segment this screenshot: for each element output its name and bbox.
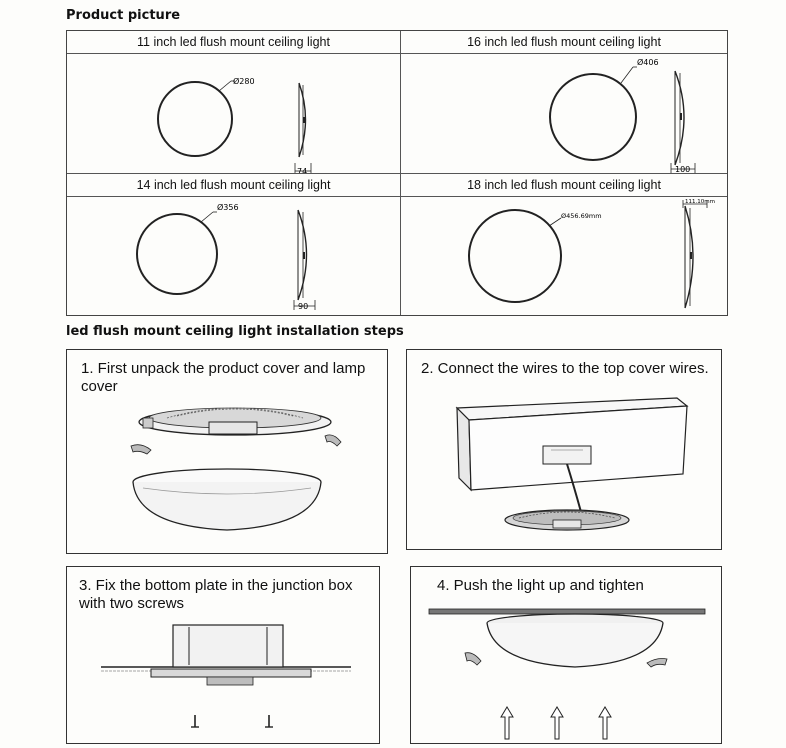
side-view-profile xyxy=(675,71,684,165)
product-drawing xyxy=(401,196,726,314)
wiring-illustration xyxy=(407,350,721,549)
step-1-text: 1. First unpack the product cover and lamp cover xyxy=(81,360,366,395)
push-up-illustration xyxy=(411,567,721,743)
product-caption: 18 inch led flush mount ceiling light xyxy=(401,174,727,197)
product-cell-18-inch xyxy=(401,174,727,315)
product-picture-table xyxy=(66,30,728,316)
diameter-leader xyxy=(621,67,633,83)
product-caption: 14 inch led flush mount ceiling light xyxy=(67,174,400,197)
step-2-panel xyxy=(406,349,722,550)
arrow-up-icon xyxy=(551,707,563,739)
product-cell-14-inch xyxy=(67,174,401,315)
diameter-label: Ø456.69mm xyxy=(561,212,602,220)
height-label: 90 xyxy=(298,302,309,311)
front-view-ring xyxy=(158,82,232,156)
diameter-leader xyxy=(549,218,561,226)
front-view-ring xyxy=(137,214,217,294)
front-view-ring xyxy=(469,210,561,302)
product-cell-11-inch xyxy=(67,31,401,174)
step-3-text: 3. Fix the bottom plate in the junction box with two screws xyxy=(79,577,353,612)
height-label: 74 xyxy=(297,167,308,173)
step-3-panel xyxy=(66,566,380,744)
front-view-ring xyxy=(550,74,636,160)
unpack-illustration xyxy=(67,350,387,553)
screw-icon xyxy=(191,715,199,727)
step-1-panel xyxy=(66,349,388,554)
diameter-label: Ø356 xyxy=(217,203,239,212)
height-label: 100 xyxy=(675,165,691,173)
product-drawing xyxy=(67,196,400,314)
diameter-label: Ø406 xyxy=(637,58,659,67)
product-drawing xyxy=(67,53,400,173)
diameter-leader xyxy=(219,81,231,91)
screw-icon xyxy=(265,715,273,727)
product-picture-heading: Product picture xyxy=(66,8,181,23)
arrow-up-icon xyxy=(599,707,611,739)
arrow-up-icon xyxy=(501,707,513,739)
product-drawing xyxy=(401,53,726,173)
product-caption: 16 inch led flush mount ceiling light xyxy=(401,31,727,54)
diameter-label: Ø280 xyxy=(233,77,255,86)
step-4-panel xyxy=(410,566,722,744)
mounting-plate-illustration xyxy=(67,567,379,743)
installation-steps-heading: led flush mount ceiling light installation steps xyxy=(66,324,404,339)
product-cell-16-inch xyxy=(401,31,727,174)
side-view-profile xyxy=(298,210,307,300)
height-label: 111.10mm xyxy=(685,199,715,205)
step-4-text: 4. Push the light up and tighten xyxy=(437,577,644,594)
diameter-leader xyxy=(201,212,213,222)
step-2-text: 2. Connect the wires to the top cover wires. xyxy=(421,360,709,377)
product-caption: 11 inch led flush mount ceiling light xyxy=(67,31,400,54)
